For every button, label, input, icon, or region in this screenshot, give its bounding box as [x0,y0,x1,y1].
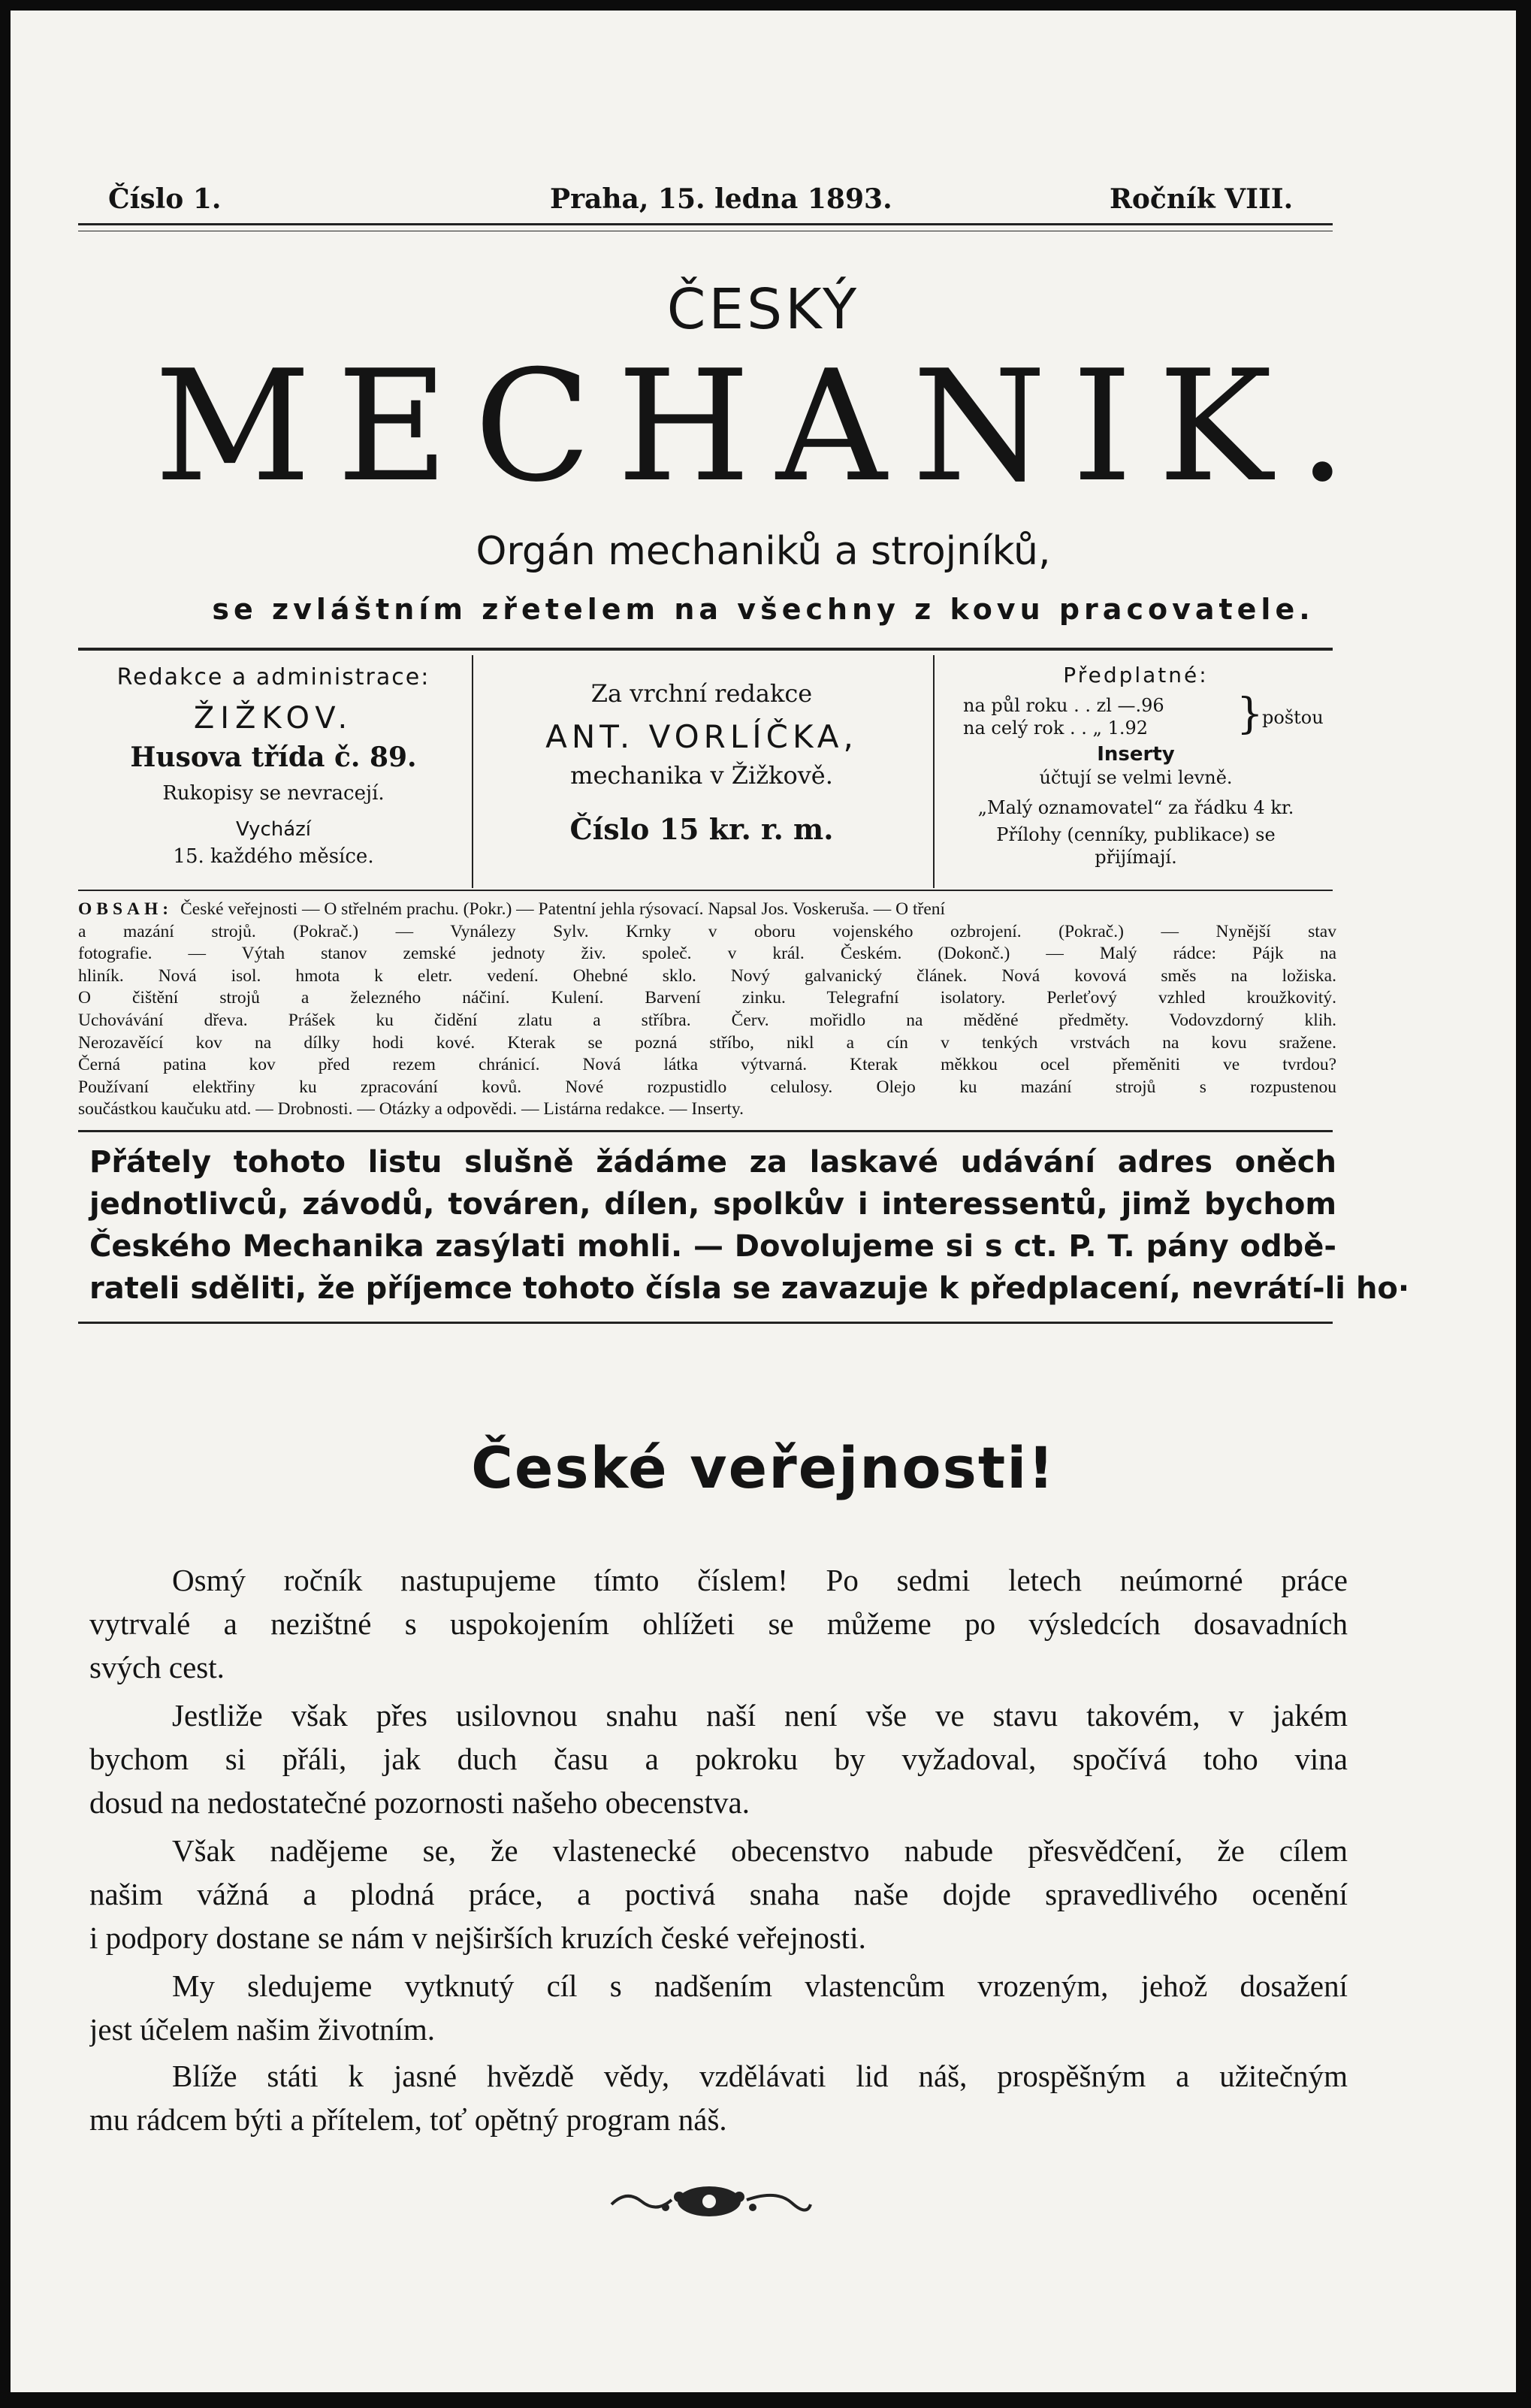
article-heading: České veřejnosti! [471,1434,1055,1501]
paragraph-line: vytrvalé a nezištné s uspokojením ohlížeti se můžeme po výsledcích dosavadních [89,1606,1348,1641]
notice-line: rateli sděliti, že příjemce tohoto čísla se zavazuje k předplacení, nevrátí-li ho· [89,1271,1410,1306]
notice-rule-top [78,1130,1333,1132]
ornament-icon [596,2174,822,2227]
frequency: 15. každého měsíce. [173,845,374,868]
paragraph-line: i podpory dostane se nám v nejširších kruzích české veřejnosti. [89,1920,866,1955]
supplements-note-2: přijímají. [1095,847,1177,868]
paragraph-line: dosud na nedostatečné pozornosti našeho obecenstva. [89,1785,750,1820]
article-paragraph [89,1964,1348,2051]
supplements-note: Přílohy (cenníky, publikace) se [996,824,1276,845]
newspaper-page [11,11,1516,2392]
contents-line: Nerozavěící kov na dílky hodi kové. Kterak se pozná stříbo, nikl a cín v tenkých vrstvách na kovu sražene. [78,1032,1336,1053]
editor-line-3: mechanika v Žižkově. [570,761,833,790]
paragraph-line: bychom si přáli, jak duch času a pokroku by vyžadoval, spočívá toho vina [89,1742,1348,1776]
paragraph-line: svých cest. [89,1650,225,1684]
editor-name: ANT. VORLÍČKA, [545,718,858,755]
info-center [476,679,927,846]
small-ad-rate: „Malý oznamovatel“ za řádku 4 kr. [977,797,1294,818]
paragraph-line: mu rádcem býti a přítelem, toť opětný program náš. [89,2102,727,2137]
admin-city: ŽIŽKOV. [193,701,354,736]
frequency-label: Vychází [235,818,312,841]
info-left [78,664,469,868]
paragraph-line: Však nadějeme se, že vlastenecké obecenstvo nabude přesvědčení, že cílem [172,1833,1348,1868]
info-divider-right [933,655,935,888]
article-paragraph [89,1693,1348,1824]
contents-block [78,899,1336,1121]
masthead-subtitle-2: se zvláštním zřetelem na všechny z kovu pracovatele. [212,593,1315,626]
contents-line: Používaní elektřiny ku zpracování kovů. Nové rozpustidlo celulosy. Olejo ku mazání strojů s rozpustenou [78,1077,1336,1097]
info-right [939,663,1333,868]
masthead-rule [78,648,1333,651]
masthead-subtitle: Orgán mechaniků a strojníků, [476,529,1051,574]
contents-label: OBSAH: [78,899,174,919]
contents-line [78,899,1336,921]
article-paragraph [89,1829,1348,1959]
contents-line: Uchovávání dřeva. Prášek ku čidění zlatu a stříbra. Červ. mořidlo na měděné předměty. Vodovzdorný klih. [78,1010,1336,1030]
notice-block [89,1141,1410,1310]
contents-line: součástkou kaučuku atd. — Drobnosti. — Otázky a odpovědi. — Listárna redakce. — Inserty. [78,1099,744,1119]
paragraph-line: Blíže státi k jasné hvězdě vědy, vzdělávati lid náš, prospěšným a užitečným [172,2059,1348,2093]
contents-line: a mazání strojů. (Pokrač.) — Vynálezy Sylv. Krnky v oboru vojenského ozbrojení. (Pokrač.) — Nynější stav [78,921,1336,941]
manuscript-note: Rukopisy se nevracejí. [162,782,385,805]
header-rule [78,223,1333,225]
info-rule [78,890,1333,891]
article-paragraph [89,2054,1348,2141]
masthead-title: MECHANIK. [154,338,1372,516]
admin-heading: Redakce a administrace: [116,664,430,690]
info-divider-left [472,655,473,888]
contents-line: O čištění strojů a železného náčiní. Kulení. Barvení zinku. Telegrafní isolatory. Perleťový vzhled kroužkovitý. [78,988,1336,1008]
ads-title: Inserty [1097,743,1175,766]
brace: } [1237,690,1264,739]
notice-line: Českého Mechanika zasýlati mohli. — Dovolujeme si s ct. P. T. pány odbě- [89,1229,1336,1264]
place-date: Praha, 15. ledna 1893. [550,183,892,215]
admin-street: Husova třída č. 89. [130,742,417,773]
contents-line: hliník. Nová isol. hmota k eletr. vedení. Ohebné sklo. Nový galvanický článek. Nová kovová směs na ložiska. [78,965,1336,986]
subscription-rates [939,690,1333,743]
contents-line: Černá patina kov před rezem chránicí. Nová látka výtvarná. Kterak měkkou ocel přeměniti ve tvrdou? [78,1055,1336,1075]
notice-rule-bottom [78,1322,1333,1324]
issue-price: Číslo 15 kr. r. m. [569,812,834,846]
editor-line-1: Za vrchní redakce [590,679,813,708]
rate-half-year: na půl roku . . zl —.96 [963,695,1164,716]
ads-note: účtují se velmi levně. [1039,767,1233,788]
paragraph-line: My sledujeme vytknutý cíl s nadšením vlastencům vrozeným, jehož dosažení [172,1968,1348,2003]
subscription-heading: Předplatné: [1063,663,1209,687]
paragraph-line: Osmý ročník nastupujeme tímto číslem! Po sedmi letech neúmorné práce [172,1563,1348,1597]
contents-text: České veřejnosti — O střelném prachu. (Pokr.) — Patentní jehla rýsovací. Napsal Jos. Voskeruša. — O tření [180,899,946,919]
notice-line: jednotlivců, závodů, továren, dílen, spolkův i interessentů, jimž bychom [89,1187,1336,1222]
postage-label: poštou [1262,707,1324,728]
rate-full-year: na celý rok . . „ 1.92 [963,718,1149,739]
paragraph-line: jest účelem našim životním. [89,2012,436,2047]
volume-number: Ročník VIII. [1110,183,1294,215]
contents-line: fotografie. — Výtah stanov zemské jednoty živ. společ. v král. Českém. (Dokonč.) — Malý rádce: Pájk na [78,944,1336,964]
paragraph-line: Jestliže však přes usilovnou snahu naší není vše ve stavu takovém, v jakém [172,1698,1348,1733]
issue-number: Číslo 1. [108,183,222,215]
masthead-top: ČESKÝ [666,277,860,342]
article-paragraph [89,1558,1348,1689]
notice-line: Přátely tohoto listu slušně žádáme za laskavé udávání adres oněch [89,1145,1336,1180]
paragraph-line: našim vážná a plodná práce, a poctivá snaha naše dojde spravedlivého ocenění [89,1877,1348,1911]
